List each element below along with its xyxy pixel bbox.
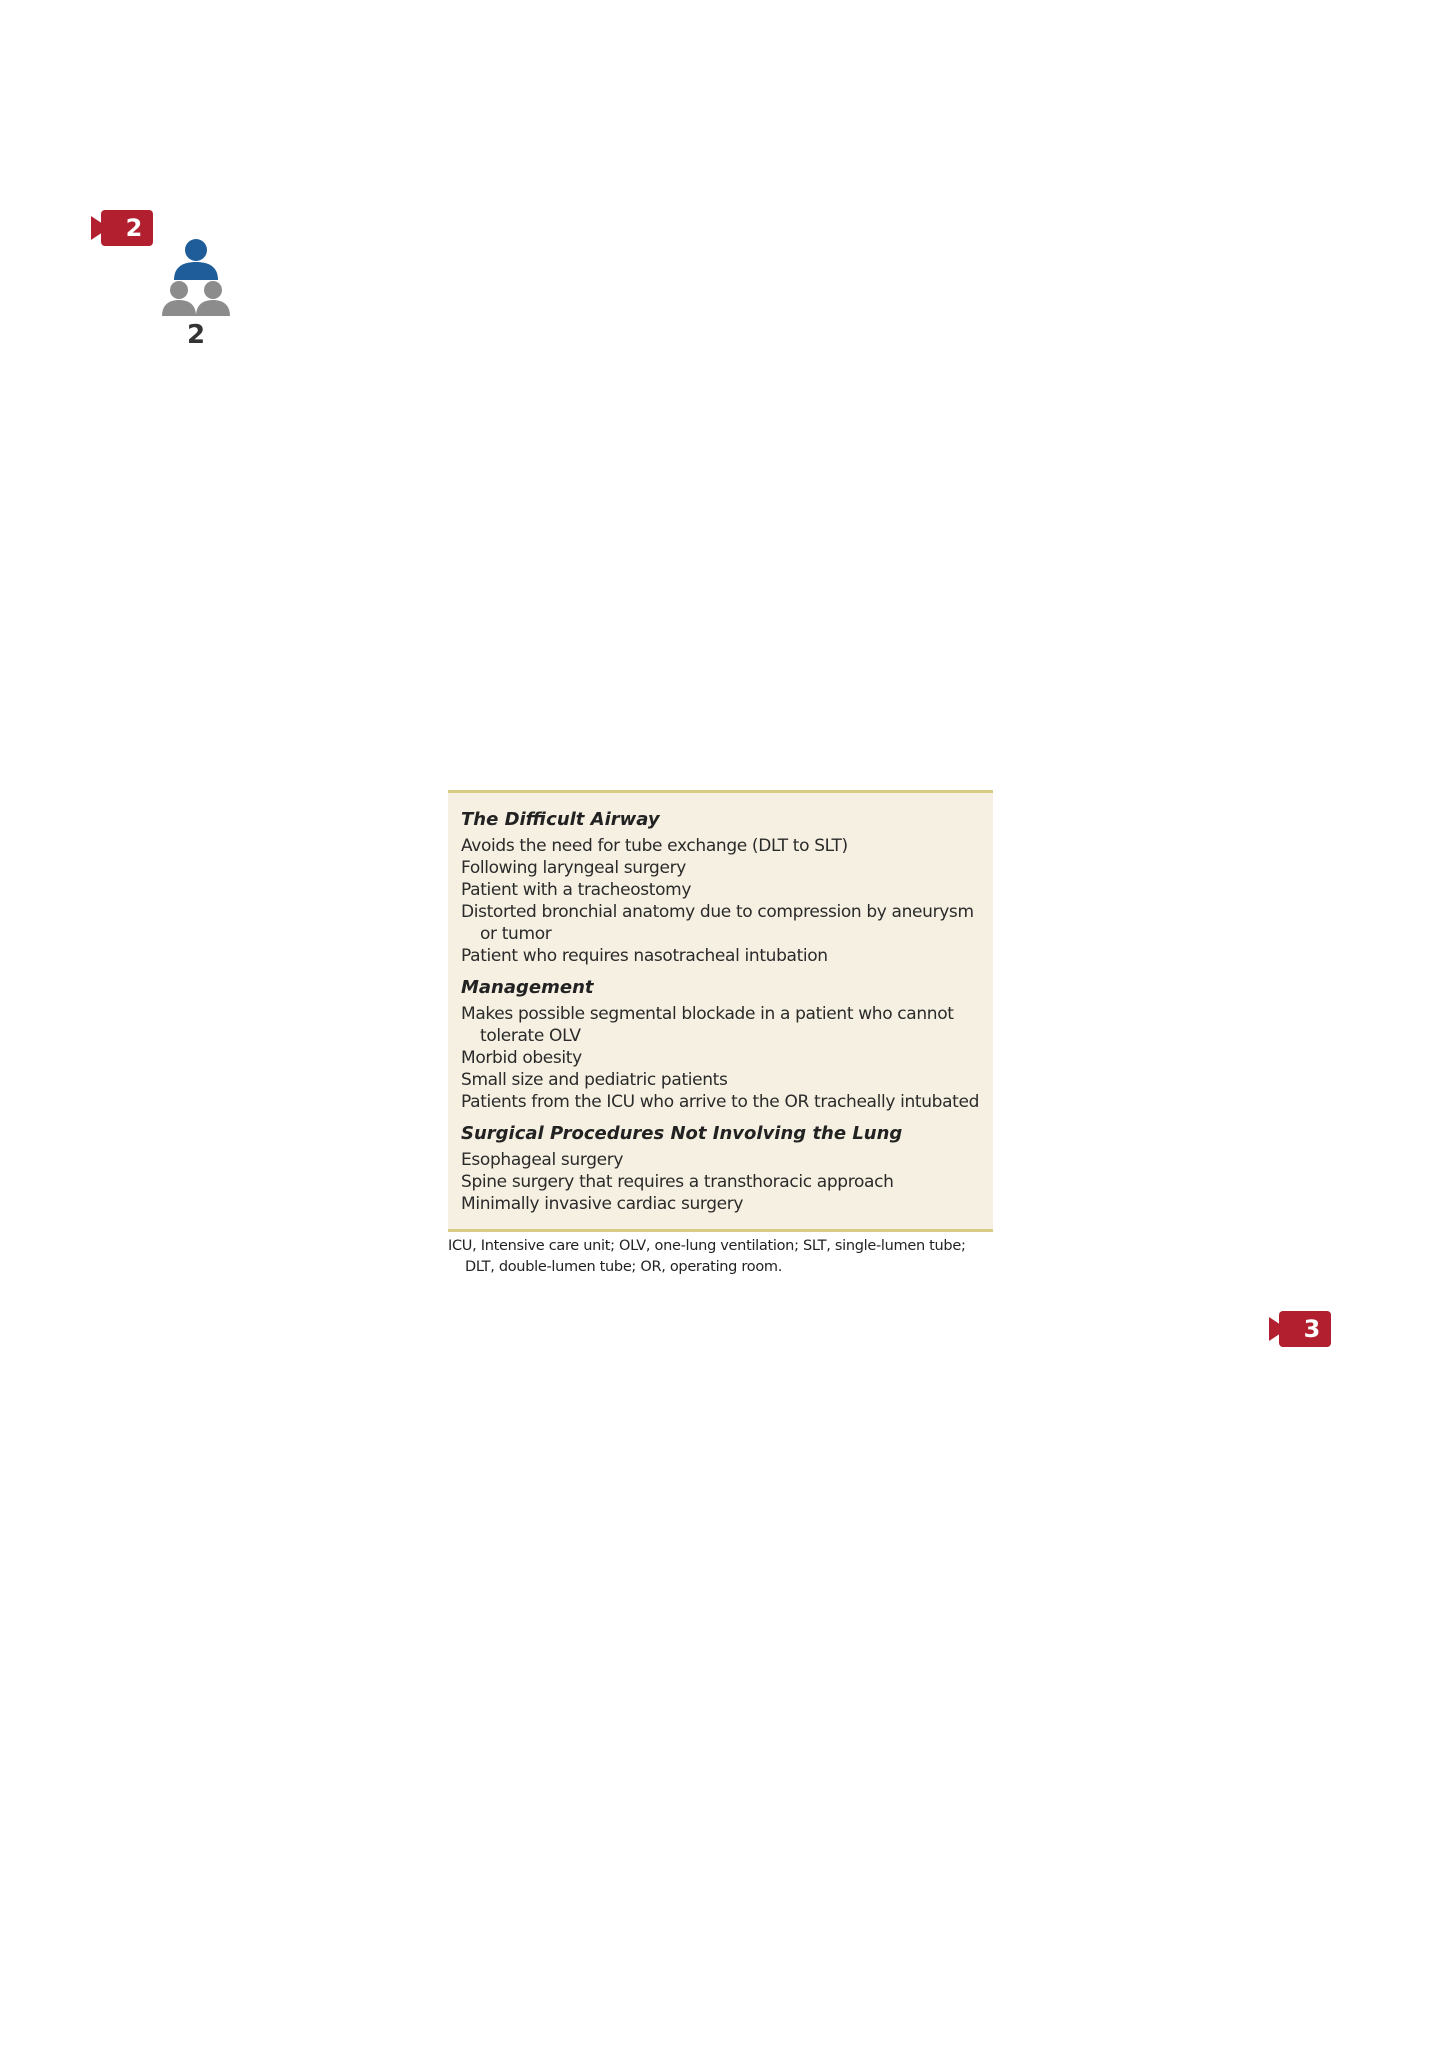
video-badge-number: 2 — [125, 214, 143, 242]
video-badge[interactable] — [91, 210, 153, 246]
table-section — [461, 807, 981, 967]
list-item: Patient with a tracheostomy — [461, 880, 692, 900]
table-footnote: ICU, Intensive care unit; OLV, one-lung ventilation; SLT, single-lumen tube; DLT, double-lumen tube; OR, operating room. — [448, 1238, 966, 1275]
people-hierarchy-badge[interactable] — [160, 236, 232, 352]
section-heading: Surgical Procedures Not Involving the Lung — [461, 1123, 903, 1144]
video-badge-number: 3 — [1303, 1315, 1321, 1343]
table-section — [461, 1121, 981, 1215]
video-badge[interactable] — [1269, 1311, 1331, 1347]
people-count: 2 — [186, 320, 206, 350]
people-hierarchy-icon — [160, 236, 232, 322]
section-heading: The Difficult Airway — [461, 809, 660, 830]
list-item: Minimally invasive cardiac surgery — [461, 1194, 744, 1214]
indications-table — [448, 790, 993, 1232]
list-item: Morbid obesity — [461, 1048, 582, 1068]
list-item: Esophageal surgery — [461, 1150, 624, 1170]
list-item: Following laryngeal surgery — [461, 858, 686, 878]
list-item: Small size and pediatric patients — [461, 1070, 728, 1090]
list-item: Distorted bronchial anatomy due to compression by aneurysm or tumor — [461, 902, 974, 944]
table-section — [461, 975, 981, 1113]
list-item: Patient who requires nasotracheal intubation — [461, 946, 828, 966]
list-item: Avoids the need for tube exchange (DLT to SLT) — [461, 836, 848, 856]
list-item: Spine surgery that requires a transthoracic approach — [461, 1172, 894, 1192]
section-heading: Management — [461, 977, 594, 998]
list-item: Patients from the ICU who arrive to the OR tracheally intubated — [461, 1092, 980, 1112]
list-item: Makes possible segmental blockade in a patient who cannot tolerate OLV — [461, 1004, 954, 1046]
